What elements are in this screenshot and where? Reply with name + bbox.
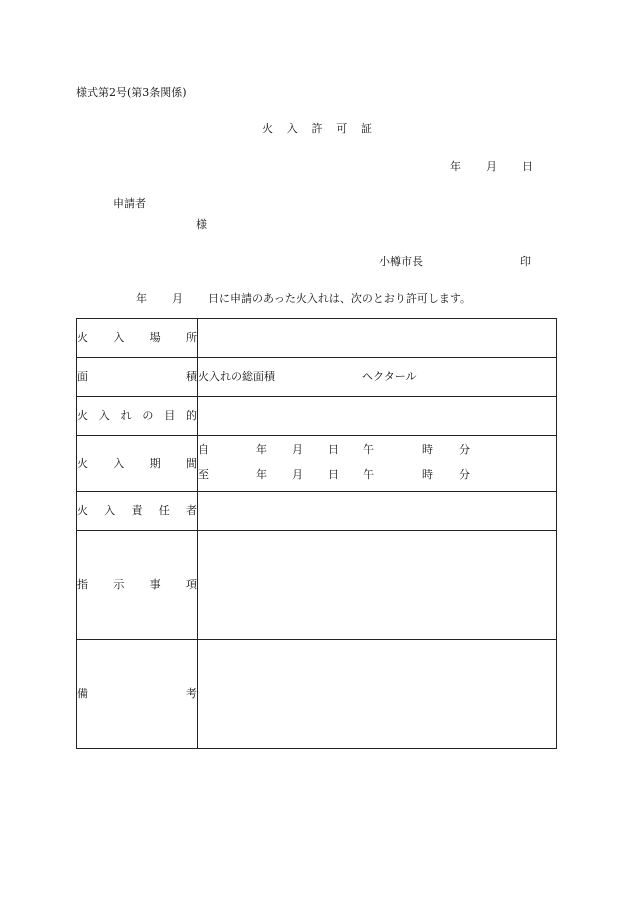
to-ampm: 午 [363,468,374,481]
label-char: 積 [186,370,197,383]
to-day: 日 [328,468,339,481]
label-char: 任 [158,504,170,517]
to-minute: 分 [459,468,470,481]
row-label-period [77,436,198,492]
table-row [77,397,557,436]
form-number: 様式第2号(第3条関係) [76,86,187,99]
row-label-purpose [77,397,198,436]
label-char: 所 [185,331,197,344]
title-char: 火 [262,122,273,135]
table-row [77,358,557,397]
label-char: れ [120,409,132,422]
from-ampm: 午 [363,443,374,456]
row-label-remarks [77,640,198,749]
area-field[interactable] [198,358,557,397]
label-char: 考 [186,687,197,700]
remarks-field[interactable] [198,640,557,749]
label-char: 面 [77,370,88,383]
label-char: 火 [77,331,88,344]
label-char: 事 [149,578,161,591]
table-row [77,492,557,531]
label-char: の [142,409,154,422]
to-month: 月 [292,468,303,481]
label-char: 期 [149,456,161,470]
label-char: 目 [164,409,176,422]
label-char: 的 [185,409,197,422]
applicant-label: 申請者 [113,197,146,210]
date-day-label: 日 [522,160,533,173]
label-char: 入 [113,456,125,470]
statement-text: 日に申請のあった火入れは、次のとおり許可します。 [208,292,472,305]
label-char: 火 [77,409,88,422]
from-day: 日 [328,443,339,456]
label-char: 入 [104,504,116,517]
instructions-field[interactable] [198,531,557,640]
label-char: 火 [77,504,88,517]
from-year: 年 [256,443,267,456]
table-row [77,640,557,749]
table-row [77,531,557,640]
table-row [77,319,557,358]
issuer-label: 小樽市長 [379,255,423,268]
title-char: 証 [361,122,372,135]
from-label: 自 [198,443,209,456]
row-label-instructions [77,531,198,640]
label-char: 備 [77,687,88,700]
seal-label: 印 [520,255,531,268]
label-char: 場 [149,331,161,344]
from-month: 月 [292,443,303,456]
table-row [77,436,557,492]
period-field[interactable] [198,436,557,492]
label-char: 入 [113,331,125,344]
responsible-person-field[interactable] [198,492,557,531]
title-char: 可 [336,122,348,135]
title-char: 許 [311,122,323,135]
purpose-field[interactable] [198,397,557,436]
to-year: 年 [256,468,267,481]
permit-table [76,318,557,749]
from-minute: 分 [459,443,470,456]
date-year-label: 年 [450,160,461,173]
document-title [262,122,372,136]
label-char: 責 [131,504,143,517]
area-unit: ヘクタール [362,370,417,383]
row-label-fire-location [77,319,198,358]
label-char: 者 [186,504,197,517]
label-char: 入 [98,409,110,422]
from-hour: 時 [422,443,433,456]
label-char: 示 [113,578,125,591]
label-char: 項 [185,578,197,591]
label-char: 間 [185,456,197,470]
honorific-label: 様 [196,218,207,231]
title-char: 入 [286,122,298,135]
period-from-line [198,436,556,464]
area-prefix: 火入れの総面積 [198,370,275,383]
row-label-area [77,358,198,397]
label-char: 火 [77,456,88,470]
label-char: 指 [77,578,88,591]
statement-month: 月 [172,292,183,305]
period-to-line [198,464,556,491]
to-label: 至 [198,468,209,481]
to-hour: 時 [422,468,433,481]
statement-year: 年 [136,292,147,305]
fire-location-field[interactable] [198,319,557,358]
row-label-responsible [77,492,198,531]
date-month-label: 月 [486,160,497,173]
